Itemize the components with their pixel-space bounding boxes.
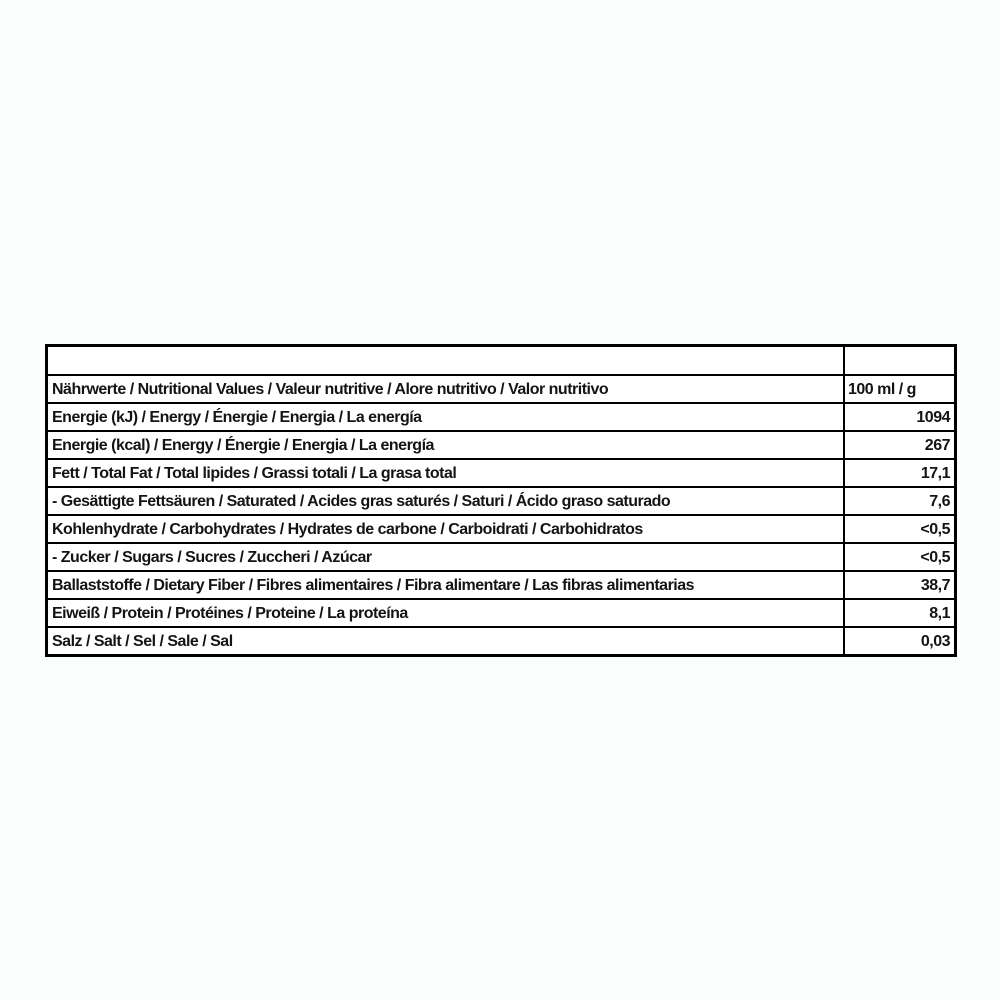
table-row-sugars <box>48 542 954 570</box>
row-value: 7,6 <box>929 492 950 510</box>
table-row-dietary-fiber <box>48 570 954 598</box>
empty-value-cell <box>845 347 954 374</box>
row-label: - Gesättigte Fettsäuren / Saturated / Acides gras saturés / Saturi / Ácido graso saturado <box>48 488 845 514</box>
row-value: 38,7 <box>920 576 950 594</box>
row-value: 1094 <box>916 408 950 426</box>
table-row-protein <box>48 598 954 626</box>
row-value: 17,1 <box>920 464 950 482</box>
header-unit: 100 ml / g <box>848 380 916 398</box>
table-row-energy-kcal <box>48 430 954 458</box>
row-label: Salz / Salt / Sel / Sale / Sal <box>48 628 845 654</box>
row-label: Energie (kJ) / Energy / Énergie / Energia / La energía <box>48 404 845 430</box>
table-row-saturated-fat <box>48 486 954 514</box>
table-row-carbohydrates <box>48 514 954 542</box>
row-label: Fett / Total Fat / Total lipides / Grassi totali / La grasa total <box>48 460 845 486</box>
nutrition-table <box>45 344 957 657</box>
row-label: - Zucker / Sugars / Sucres / Zuccheri / Azúcar <box>48 544 845 570</box>
table-row-fat <box>48 458 954 486</box>
row-label: Eiweiß / Protein / Protéines / Proteine / La proteína <box>48 600 845 626</box>
row-label: Ballaststoffe / Dietary Fiber / Fibres alimentaires / Fibra alimentare / Las fibras alimentarias <box>48 572 845 598</box>
table-row-energy-kj <box>48 402 954 430</box>
row-value: <0,5 <box>920 548 950 566</box>
empty-label-cell <box>48 347 845 374</box>
row-label: Kohlenhydrate / Carbohydrates / Hydrates de carbone / Carboidrati / Carbohidratos <box>48 516 845 542</box>
row-label: Energie (kcal) / Energy / Énergie / Energia / La energía <box>48 432 845 458</box>
table-row-salt <box>48 626 954 654</box>
row-value: 267 <box>924 436 950 454</box>
table-row-empty <box>48 347 954 374</box>
header-label: Nährwerte / Nutritional Values / Valeur nutritive / Alore nutritivo / Valor nutritivo <box>48 376 845 402</box>
table-header-row <box>48 374 954 402</box>
row-value: 0,03 <box>920 632 950 650</box>
row-value: <0,5 <box>920 520 950 538</box>
row-value: 8,1 <box>929 604 950 622</box>
